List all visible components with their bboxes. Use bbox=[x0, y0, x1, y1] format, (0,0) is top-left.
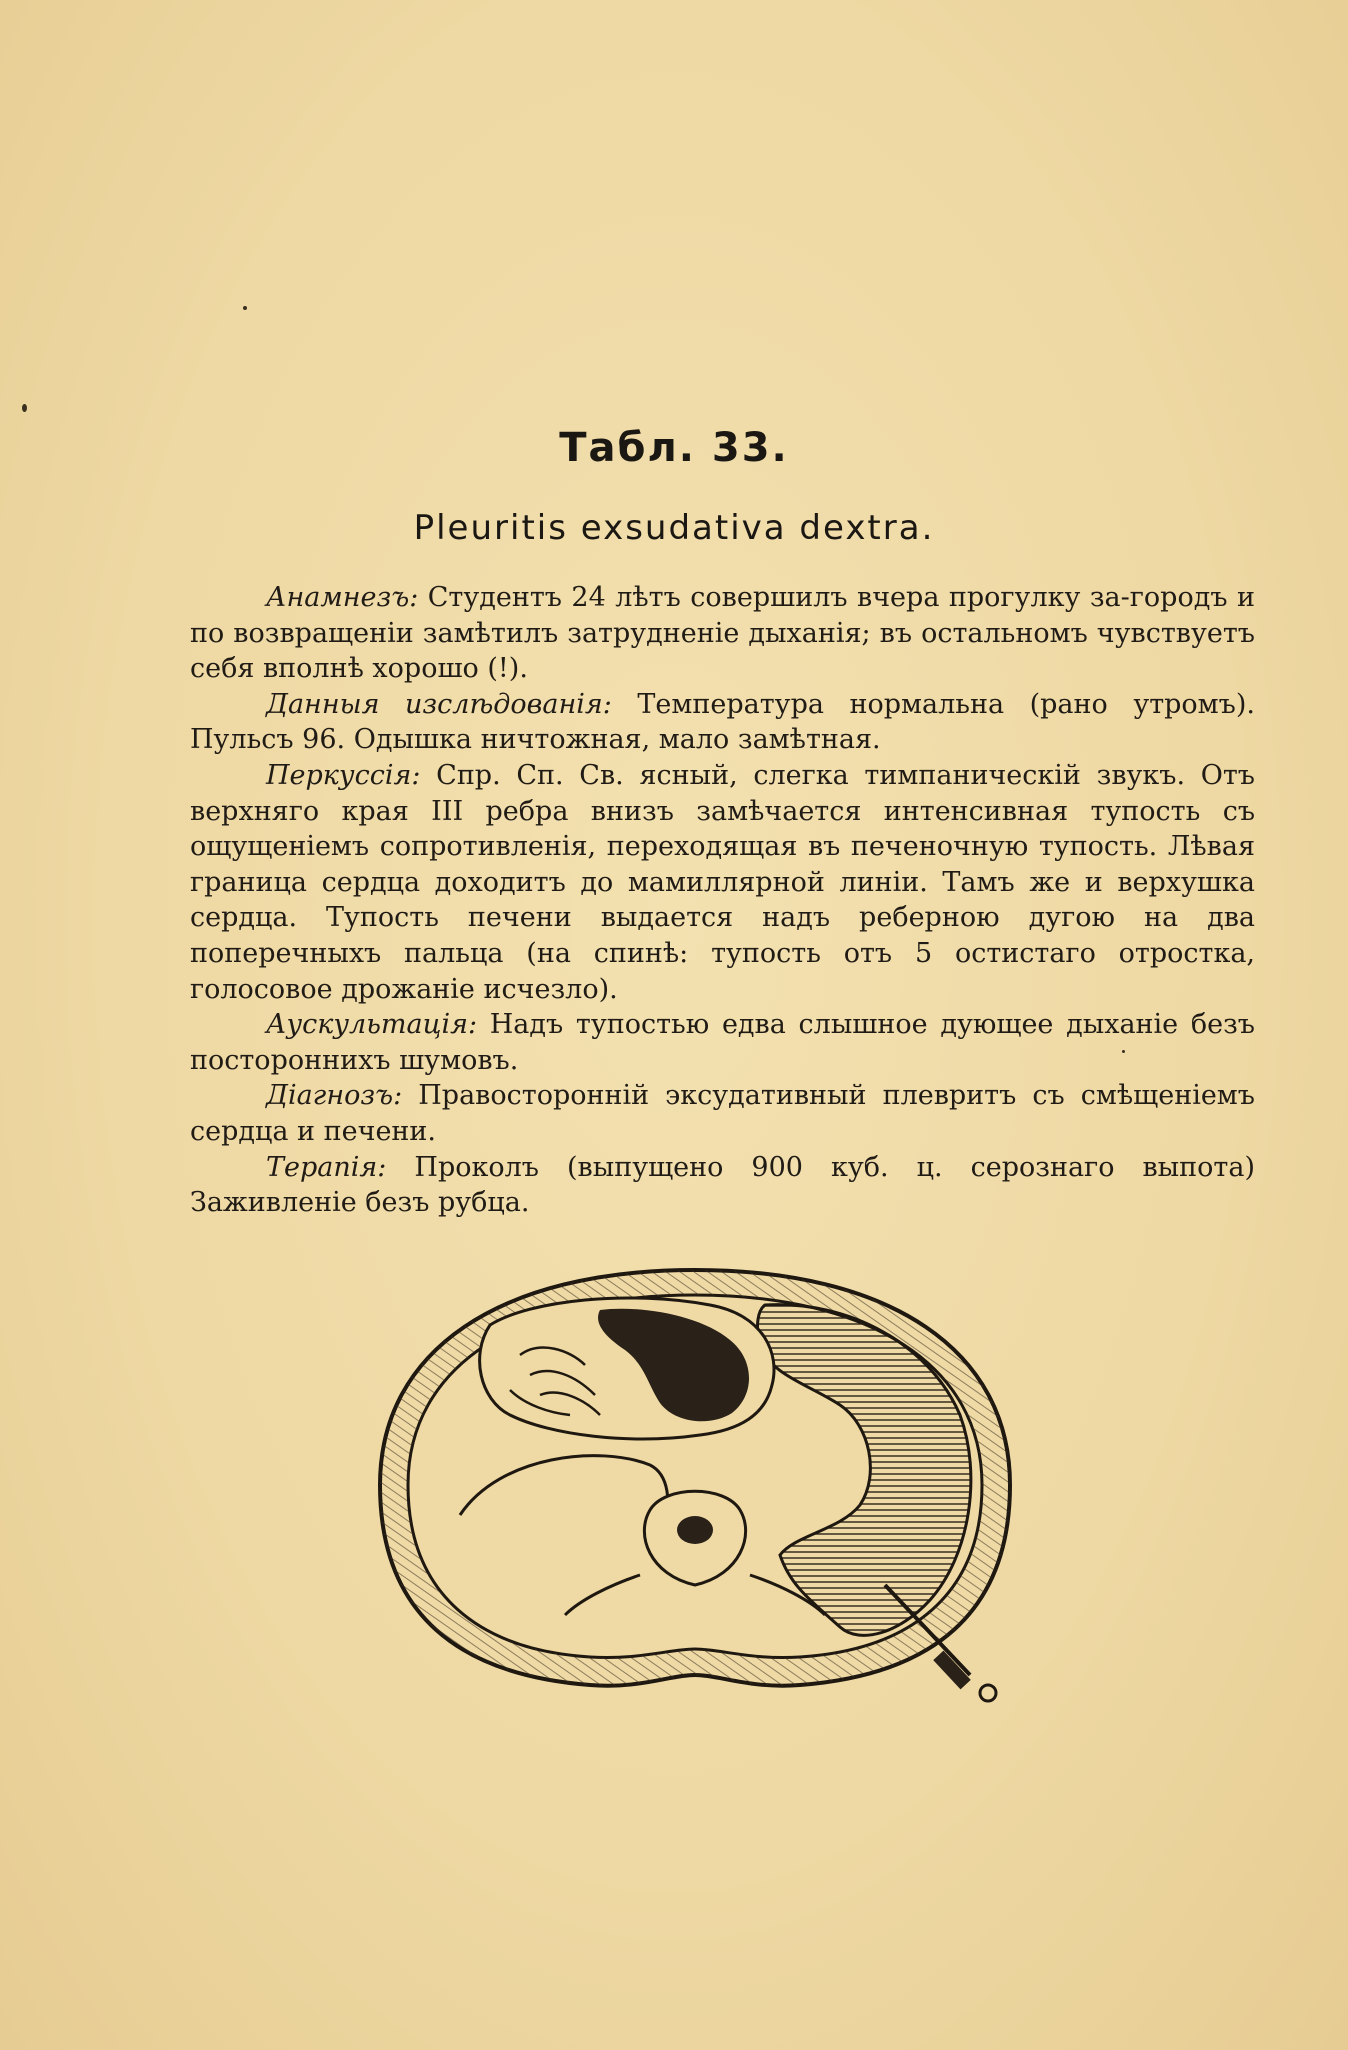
section-heading: Діагнозъ: bbox=[266, 1080, 403, 1112]
paper-speck bbox=[243, 306, 247, 310]
spinal-canal bbox=[677, 1516, 713, 1544]
section-therapy bbox=[190, 1150, 1255, 1221]
section-auscultation bbox=[190, 1007, 1255, 1078]
section-text: Проколъ (выпущено 900 куб. ц. серознаго выпота) Заживленіе безъ рубца. bbox=[190, 1151, 1255, 1219]
section-text: Студентъ 24 лѣтъ совершилъ вчера прогулку за-городъ и по возвращеніи замѣтилъ затрудненіе дыханія; въ остальномъ чувствуетъ себя вполнѣ хорошо (!). bbox=[190, 582, 1255, 685]
case-description bbox=[190, 580, 1255, 1221]
paper-speck bbox=[22, 404, 27, 412]
section-findings bbox=[190, 687, 1255, 758]
section-text: Правосторонній эксудативный плевритъ съ смѣщеніемъ сердца и печени. bbox=[190, 1080, 1255, 1147]
plate-title: Табл. 33. bbox=[559, 425, 789, 471]
section-heading: Анамнезъ: bbox=[266, 582, 419, 613]
section-diagnosis bbox=[190, 1078, 1255, 1149]
thorax-cross-section-illustration bbox=[370, 1255, 1020, 1705]
section-text: Спр. Сп. Св. ясный, слегка тимпаническій звукъ. Отъ верхняго края III ребра внизъ замѣчается интенсивная тупость съ ощущеніемъ сопротивленія, переходящая въ печеночную тупость. Лѣвая граница сердца доходитъ до мамиллярной линіи. Тамъ же и верхушка сердца. Тупость печени выдается надъ реберною дугою на два поперечныхъ пальца (на спинѣ: тупость отъ 5 остистаго отростка, голосовое дрожаніе исчезло). bbox=[190, 759, 1255, 1005]
syringe-handle bbox=[980, 1685, 996, 1701]
section-text: Надъ тупостью едва слышное дующее дыханіе безъ постороннихъ шумовъ. bbox=[190, 1009, 1255, 1076]
section-anamnesis bbox=[190, 580, 1255, 687]
section-heading: Перкуссія: bbox=[266, 759, 421, 791]
plate-subtitle: Pleuritis exsudativa dextra. bbox=[413, 508, 935, 548]
section-heading: Данныя изслѣдованія: bbox=[266, 688, 612, 720]
section-text: Температура нормальна (рано утромъ). Пульсъ 96. Одышка ничтожная, мало замѣтная. bbox=[190, 688, 1255, 756]
section-heading: Терапія: bbox=[266, 1151, 387, 1183]
section-heading: Аускультація: bbox=[266, 1009, 478, 1041]
section-percussion bbox=[190, 758, 1255, 1007]
